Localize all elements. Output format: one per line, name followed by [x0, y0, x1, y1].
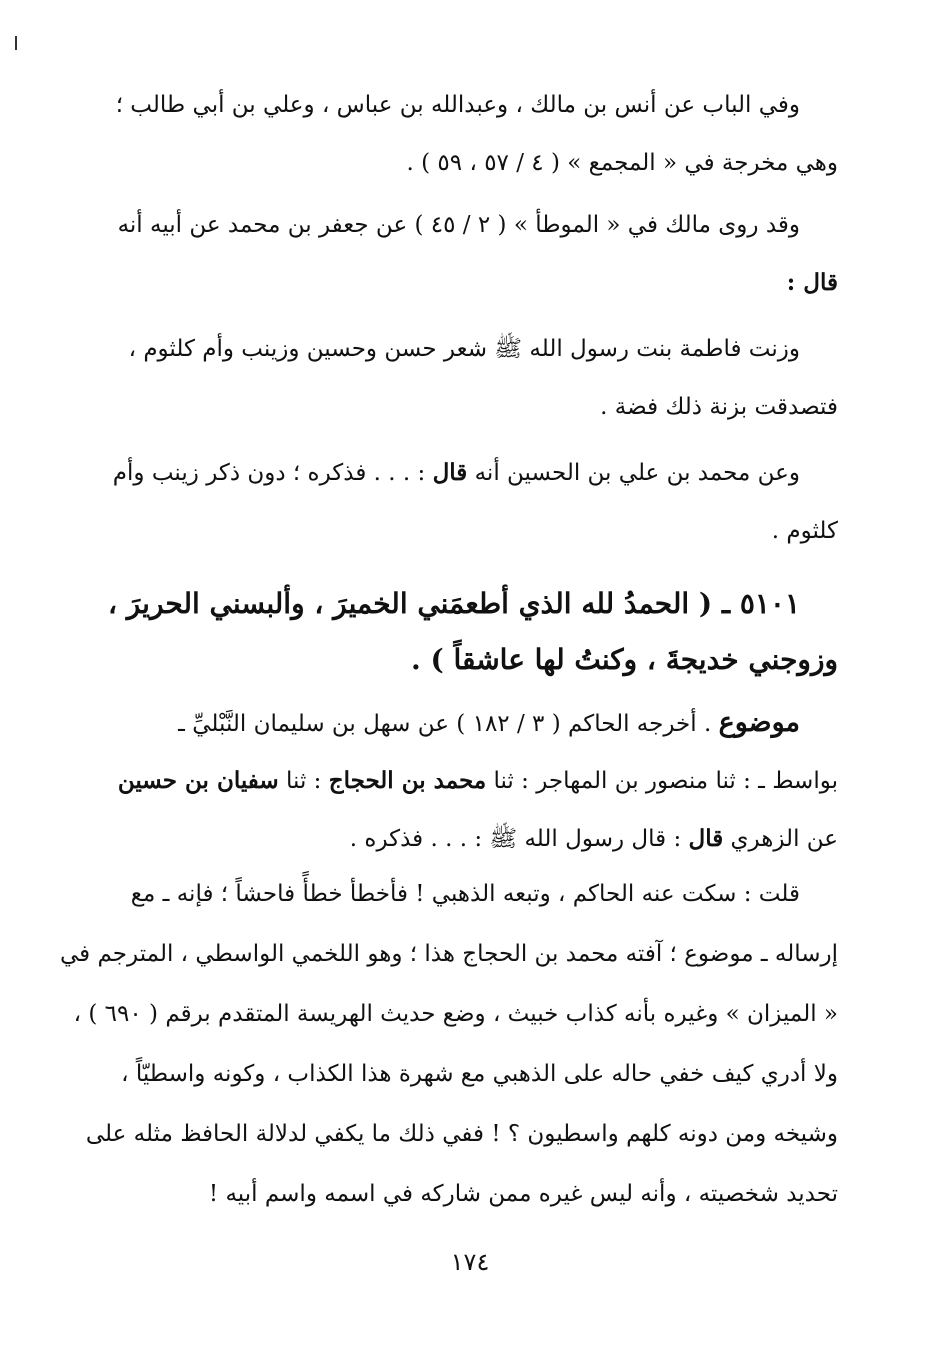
keyword-qal: قال: [688, 825, 724, 852]
paragraph-3-line-1: وزنت فاطمة بنت رسول الله ﷺ شعر حسن وحسين وزينب وأم كلثوم ،: [128, 336, 800, 362]
paragraph-4-text-b: : . . . فذكره ؛ دون ذكر زينب وأم: [112, 460, 426, 486]
narrator-name-2: سفيان بن حسين: [117, 767, 279, 794]
hadith-line-2: وزوجني خديجةَ ، وكنتُ لها عاشقاً ) .: [411, 643, 838, 676]
paragraph-5-text-e: : قال رسول الله ﷺ : . . . فذكره .: [349, 826, 682, 852]
paragraph-1-line-1: وفي الباب عن أنس بن مالك ، وعبدالله بن عباس ، وعلي بن أبي طالب ؛: [115, 92, 800, 118]
keyword-qal: قال :: [786, 269, 838, 296]
paragraph-5-text-b: بواسط ـ : ثنا منصور بن المهاجر : ثنا: [493, 768, 838, 794]
paragraph-6: [60, 864, 838, 1224]
paragraph-6-line-2: إرساله ـ موضوع ؛ آفته محمد بن الحجاج هذا ؛ وهو اللخمي الواسطي ، المترجم في: [60, 941, 838, 967]
paragraph-5-text-d: عن الزهري: [730, 826, 838, 852]
paragraph-6-line-5: وشيخه ومن دونه كلهم واسطيون ؟ ! ففي ذلك ما يكفي لدلالة الحافظ مثله على: [85, 1121, 838, 1147]
paragraph-5-text-c: : ثنا: [286, 768, 322, 794]
paragraph-2-line-1: وقد روى مالك في « الموطأ » ( ٢ / ٤٥ ) عن جعفر بن محمد عن أبيه أنه: [117, 212, 800, 238]
paragraph-4-line-1: [78, 444, 838, 502]
paragraph-1: [78, 76, 838, 192]
paragraph-4-line-2: كلثوم .: [771, 518, 838, 544]
paragraph-1-line-2: وهي مخرجة في « المجمع » ( ٤ / ٥٧ ، ٥٩ ) .: [406, 150, 838, 176]
paragraph-6-line-1: قلت : سكت عنه الحاكم ، وتبعه الذهبي ! فأخطأ خطأً فاحشاً ؛ فإنه ـ مع: [130, 881, 800, 907]
keyword-qal: قال: [432, 459, 468, 486]
page-number: ١٧٤: [450, 1248, 490, 1276]
narrator-name-1: محمد بن الحجاج: [328, 767, 487, 794]
hadith-line-1: ٥١٠١ ـ ( الحمدُ لله الذي أطعمَني الخميرَ ، وألبسني الحريرَ ،: [107, 587, 800, 620]
paragraph-6-line-3: « الميزان » وغيره بأنه كذاب خبيث ، وضع حديث الهريسة المتقدم برقم ( ٦٩٠ ) ،: [73, 1001, 838, 1027]
paragraph-5-text-a: . أخرجه الحاكم ( ٣ / ١٨٢ ) عن سهل بن سليمان النَّبْليِّ ـ: [178, 711, 712, 737]
margin-mark: [15, 36, 17, 50]
paragraph-5-line-1: [78, 694, 838, 752]
paragraph-2-line-2: [78, 254, 838, 312]
paragraph-5-line-2: [78, 752, 838, 810]
paragraph-3-line-2: فتصدقت بزنة ذلك فضة .: [600, 394, 838, 420]
paragraph-2: [78, 196, 838, 312]
verdict-mawdu: موضوع: [718, 707, 800, 738]
paragraph-4: [78, 444, 838, 560]
paragraph-5-line-3: [78, 810, 838, 868]
paragraph-6-line-4: ولا أدري كيف خفي حاله على الذهبي مع شهرة هذا الكذاب ، وكونه واسطيّاً ،: [121, 1061, 838, 1087]
paragraph-3: [78, 320, 838, 436]
paragraph-5: [78, 694, 838, 868]
paragraph-6-line-6: تحديد شخصيته ، وأنه ليس غيره ممن شاركه في اسمه واسم أبيه !: [208, 1181, 838, 1207]
hadith-heading: [78, 576, 838, 688]
paragraph-4-text-a: وعن محمد بن علي بن الحسين أنه: [474, 460, 800, 486]
